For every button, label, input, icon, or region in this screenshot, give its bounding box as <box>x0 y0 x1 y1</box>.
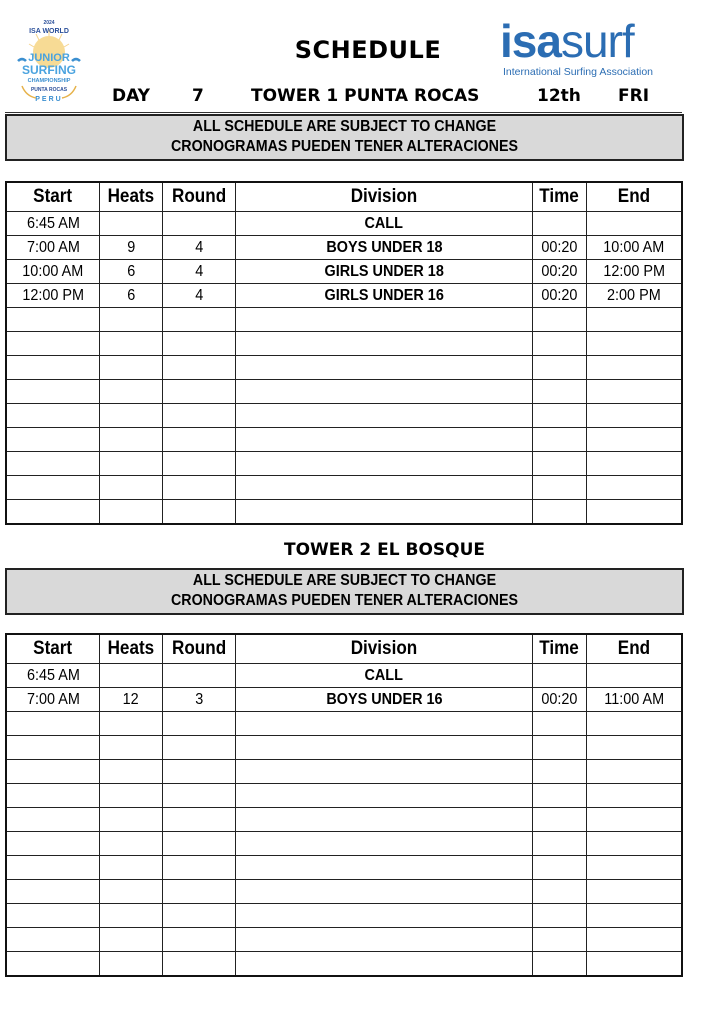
cell-start <box>6 260 100 284</box>
cell-heats <box>100 212 163 236</box>
empty-cell-time <box>533 428 587 452</box>
column-header-label: Round <box>171 186 227 207</box>
empty-cell-time <box>533 808 587 832</box>
empty-table-row <box>6 928 682 952</box>
cell-value: BOYS UNDER 18 <box>325 238 443 256</box>
empty-cell-round <box>163 856 236 880</box>
empty-table-row <box>6 404 682 428</box>
empty-cell-start <box>6 880 100 904</box>
empty-cell-round <box>163 380 236 404</box>
empty-table-row <box>6 332 682 356</box>
empty-cell-start <box>6 500 100 525</box>
empty-cell-round <box>163 476 236 500</box>
cell-end <box>587 688 683 712</box>
empty-table-row <box>6 832 682 856</box>
column-header-label: Round <box>171 638 227 659</box>
empty-cell-round <box>163 712 236 736</box>
empty-cell-end <box>587 760 683 784</box>
org-name: International Surfing Association <box>503 66 654 78</box>
column-header-division <box>236 182 533 212</box>
isa-wordmark-bold: isa <box>500 15 561 67</box>
schedule-table-tower2 <box>5 633 683 977</box>
cell-division <box>236 284 533 308</box>
column-header-label: End <box>617 186 651 207</box>
column-header-heats <box>100 634 163 664</box>
empty-cell-end <box>587 832 683 856</box>
empty-cell-round <box>163 880 236 904</box>
cell-heats <box>100 260 163 284</box>
empty-cell-heats <box>100 332 163 356</box>
empty-cell-end <box>587 380 683 404</box>
empty-cell-end <box>587 500 683 525</box>
empty-cell-division <box>236 428 533 452</box>
empty-cell-heats <box>100 476 163 500</box>
tower2-title: TOWER 2 EL BOSQUE <box>283 540 486 560</box>
column-header-label: End <box>617 638 651 659</box>
cell-value: 12:00 PM <box>22 286 84 304</box>
table-row <box>6 688 682 712</box>
empty-cell-heats <box>100 784 163 808</box>
empty-cell-start <box>6 904 100 928</box>
empty-cell-end <box>587 808 683 832</box>
empty-cell-division <box>236 904 533 928</box>
schedule-table-tower1 <box>5 181 683 525</box>
divider <box>5 112 682 113</box>
empty-cell-heats <box>100 880 163 904</box>
cell-heats <box>100 284 163 308</box>
empty-cell-heats <box>100 856 163 880</box>
day-info <box>0 86 719 110</box>
empty-cell-division <box>236 928 533 952</box>
column-header-label: Heats <box>107 186 155 207</box>
empty-cell-heats <box>100 428 163 452</box>
empty-table-row <box>6 856 682 880</box>
empty-cell-heats <box>100 952 163 977</box>
empty-cell-start <box>6 832 100 856</box>
empty-cell-division <box>236 784 533 808</box>
empty-cell-heats <box>100 928 163 952</box>
empty-cell-start <box>6 760 100 784</box>
cell-value: 6:45 AM <box>26 666 80 684</box>
notice-tower1 <box>5 114 684 161</box>
empty-cell-start <box>6 428 100 452</box>
empty-cell-round <box>163 332 236 356</box>
column-header-time <box>533 634 587 664</box>
empty-cell-round <box>163 736 236 760</box>
cell-value: GIRLS UNDER 16 <box>324 286 444 304</box>
empty-cell-division <box>236 952 533 977</box>
column-header-division <box>236 634 533 664</box>
notice-line-es: CRONOGRAMAS PUEDEN TENER ALTERACIONES <box>170 592 519 609</box>
cell-round <box>163 664 236 688</box>
cell-start <box>6 236 100 260</box>
empty-cell-start <box>6 784 100 808</box>
table-row <box>6 664 682 688</box>
logo-junior: JUNIOR <box>28 52 70 64</box>
empty-table-row <box>6 476 682 500</box>
cell-division <box>236 236 533 260</box>
empty-cell-division <box>236 308 533 332</box>
empty-cell-time <box>533 952 587 977</box>
empty-table-row <box>6 452 682 476</box>
empty-cell-heats <box>100 500 163 525</box>
empty-table-row <box>6 784 682 808</box>
empty-cell-end <box>587 880 683 904</box>
date: 12th <box>537 86 581 106</box>
notice-line-es: CRONOGRAMAS PUEDEN TENER ALTERACIONES <box>170 138 519 155</box>
cell-time <box>533 260 587 284</box>
empty-table-row <box>6 952 682 977</box>
notice-line-en: ALL SCHEDULE ARE SUBJECT TO CHANGE <box>192 572 497 589</box>
column-header-label: Division <box>350 186 418 207</box>
cell-value: 11:00 AM <box>604 690 664 708</box>
cell-division <box>236 688 533 712</box>
column-header-heats <box>100 182 163 212</box>
empty-cell-start <box>6 952 100 977</box>
cell-value: 7:00 AM <box>26 690 80 708</box>
isa-wordmark <box>500 15 680 67</box>
cell-start <box>6 688 100 712</box>
cell-value: CALL <box>364 666 404 684</box>
empty-cell-heats <box>100 404 163 428</box>
empty-table-row <box>6 428 682 452</box>
cell-value: GIRLS UNDER 18 <box>324 262 444 280</box>
empty-cell-round <box>163 952 236 977</box>
cell-heats <box>100 664 163 688</box>
cell-round <box>163 212 236 236</box>
empty-table-row <box>6 712 682 736</box>
empty-cell-end <box>587 784 683 808</box>
cell-value: 10:00 AM <box>603 238 665 256</box>
cell-value: 00:20 <box>541 262 578 280</box>
isa-logo <box>500 15 680 78</box>
empty-cell-end <box>587 736 683 760</box>
empty-cell-division <box>236 760 533 784</box>
empty-cell-heats <box>100 380 163 404</box>
empty-cell-end <box>587 356 683 380</box>
empty-cell-heats <box>100 736 163 760</box>
column-header-label: Division <box>350 638 418 659</box>
empty-cell-division <box>236 712 533 736</box>
empty-cell-round <box>163 808 236 832</box>
cell-round <box>163 284 236 308</box>
empty-cell-division <box>236 832 533 856</box>
empty-cell-start <box>6 712 100 736</box>
empty-table-row <box>6 880 682 904</box>
cell-value: 4 <box>194 262 204 280</box>
cell-value: 12 <box>122 690 140 708</box>
empty-cell-heats <box>100 808 163 832</box>
cell-value: 12:00 PM <box>603 262 665 280</box>
empty-cell-time <box>533 308 587 332</box>
cell-heats <box>100 236 163 260</box>
column-header-label: Time <box>539 186 580 207</box>
cell-round <box>163 260 236 284</box>
empty-cell-start <box>6 308 100 332</box>
table-row <box>6 236 682 260</box>
empty-cell-time <box>533 832 587 856</box>
cell-value: CALL <box>364 214 404 232</box>
column-header-label: Start <box>33 186 73 207</box>
empty-cell-end <box>587 452 683 476</box>
empty-cell-round <box>163 308 236 332</box>
cell-end <box>587 664 683 688</box>
empty-cell-time <box>533 332 587 356</box>
empty-cell-time <box>533 736 587 760</box>
logo-year: 2024 <box>43 20 55 26</box>
empty-cell-time <box>533 476 587 500</box>
column-header-round <box>163 634 236 664</box>
column-header-start <box>6 182 100 212</box>
empty-cell-division <box>236 476 533 500</box>
empty-cell-division <box>236 380 533 404</box>
empty-cell-division <box>236 356 533 380</box>
cell-value: 7:00 AM <box>26 238 80 256</box>
cell-division <box>236 260 533 284</box>
column-header-label: Start <box>33 638 73 659</box>
empty-cell-round <box>163 356 236 380</box>
empty-cell-division <box>236 856 533 880</box>
table-row <box>6 212 682 236</box>
notice-line-en: ALL SCHEDULE ARE SUBJECT TO CHANGE <box>192 118 497 135</box>
empty-cell-time <box>533 452 587 476</box>
empty-cell-time <box>533 404 587 428</box>
empty-cell-round <box>163 500 236 525</box>
logo-championship: CHAMPIONSHIP <box>27 78 71 84</box>
cell-value: 4 <box>194 286 204 304</box>
empty-cell-time <box>533 856 587 880</box>
logo-surfing: SURFING <box>22 63 76 77</box>
cell-value: 6:45 AM <box>26 214 80 232</box>
table-header-row <box>6 182 682 212</box>
empty-cell-round <box>163 904 236 928</box>
empty-cell-division <box>236 736 533 760</box>
empty-table-row <box>6 380 682 404</box>
empty-cell-heats <box>100 712 163 736</box>
empty-cell-round <box>163 760 236 784</box>
empty-cell-heats <box>100 452 163 476</box>
empty-cell-start <box>6 332 100 356</box>
empty-cell-start <box>6 380 100 404</box>
empty-cell-round <box>163 832 236 856</box>
column-header-end <box>587 182 683 212</box>
cell-end <box>587 284 683 308</box>
empty-cell-time <box>533 500 587 525</box>
empty-table-row <box>6 760 682 784</box>
empty-cell-division <box>236 452 533 476</box>
empty-cell-start <box>6 928 100 952</box>
day-number: 7 <box>192 86 204 106</box>
empty-table-row <box>6 904 682 928</box>
empty-cell-start <box>6 452 100 476</box>
cell-value: 10:00 AM <box>22 262 84 280</box>
empty-cell-start <box>6 808 100 832</box>
cell-value: 3 <box>194 690 204 708</box>
table-row <box>6 284 682 308</box>
cell-time <box>533 212 587 236</box>
cell-value: 2:00 PM <box>607 286 661 304</box>
column-header-round <box>163 182 236 212</box>
cell-division <box>236 212 533 236</box>
cell-end <box>587 236 683 260</box>
cell-end <box>587 260 683 284</box>
empty-cell-heats <box>100 832 163 856</box>
empty-cell-end <box>587 928 683 952</box>
cell-value: 4 <box>194 238 204 256</box>
empty-cell-round <box>163 428 236 452</box>
empty-cell-round <box>163 404 236 428</box>
logo-location: PUNTA ROCAS <box>30 87 68 93</box>
cell-time <box>533 664 587 688</box>
empty-cell-division <box>236 404 533 428</box>
empty-cell-end <box>587 476 683 500</box>
empty-cell-division <box>236 808 533 832</box>
column-header-time <box>533 182 587 212</box>
cell-value: 00:20 <box>541 690 578 708</box>
empty-cell-end <box>587 952 683 977</box>
cell-time <box>533 284 587 308</box>
cell-value: 9 <box>126 238 136 256</box>
empty-cell-division <box>236 880 533 904</box>
empty-cell-heats <box>100 308 163 332</box>
empty-cell-time <box>533 880 587 904</box>
cell-division <box>236 664 533 688</box>
cell-value: 6 <box>126 262 136 280</box>
empty-cell-start <box>6 856 100 880</box>
day-label: DAY <box>112 86 150 106</box>
weekday: FRI <box>618 86 650 106</box>
empty-cell-start <box>6 356 100 380</box>
notice-tower2 <box>5 568 684 615</box>
empty-cell-heats <box>100 356 163 380</box>
cell-value: 6 <box>126 286 136 304</box>
column-header-label: Time <box>539 638 580 659</box>
cell-value: 00:20 <box>541 286 578 304</box>
empty-cell-start <box>6 476 100 500</box>
empty-cell-time <box>533 380 587 404</box>
empty-table-row <box>6 356 682 380</box>
empty-cell-round <box>163 452 236 476</box>
empty-cell-round <box>163 928 236 952</box>
empty-cell-time <box>533 760 587 784</box>
cell-value: BOYS UNDER 16 <box>325 690 443 708</box>
empty-table-row <box>6 808 682 832</box>
empty-cell-division <box>236 332 533 356</box>
cell-time <box>533 688 587 712</box>
column-header-label: Heats <box>107 638 155 659</box>
cell-start <box>6 664 100 688</box>
wave-icon <box>18 59 26 61</box>
empty-cell-end <box>587 428 683 452</box>
wave-icon <box>72 59 80 61</box>
column-header-end <box>587 634 683 664</box>
cell-value: 00:20 <box>541 238 578 256</box>
cell-end <box>587 212 683 236</box>
empty-cell-start <box>6 736 100 760</box>
cell-time <box>533 236 587 260</box>
empty-cell-end <box>587 904 683 928</box>
cell-round <box>163 236 236 260</box>
empty-cell-end <box>587 856 683 880</box>
empty-cell-time <box>533 904 587 928</box>
empty-cell-heats <box>100 760 163 784</box>
isa-wordmark-light: surf <box>560 15 634 67</box>
table-row <box>6 260 682 284</box>
empty-cell-start <box>6 404 100 428</box>
empty-cell-time <box>533 784 587 808</box>
logo-country: PERU <box>35 96 63 103</box>
empty-cell-time <box>533 928 587 952</box>
cell-heats <box>100 688 163 712</box>
empty-cell-end <box>587 308 683 332</box>
table-header-row <box>6 634 682 664</box>
empty-cell-time <box>533 712 587 736</box>
empty-cell-time <box>533 356 587 380</box>
column-header-start <box>6 634 100 664</box>
empty-table-row <box>6 308 682 332</box>
logo-isa-world: ISA WORLD <box>29 28 69 35</box>
empty-table-row <box>6 736 682 760</box>
tower-name: TOWER 1 PUNTA ROCAS <box>251 86 480 106</box>
empty-cell-round <box>163 784 236 808</box>
cell-round <box>163 688 236 712</box>
empty-cell-end <box>587 712 683 736</box>
empty-table-row <box>6 500 682 525</box>
empty-cell-end <box>587 404 683 428</box>
empty-cell-division <box>236 500 533 525</box>
page-title: SCHEDULE <box>294 36 442 64</box>
cell-start <box>6 212 100 236</box>
empty-cell-end <box>587 332 683 356</box>
cell-start <box>6 284 100 308</box>
empty-cell-heats <box>100 904 163 928</box>
